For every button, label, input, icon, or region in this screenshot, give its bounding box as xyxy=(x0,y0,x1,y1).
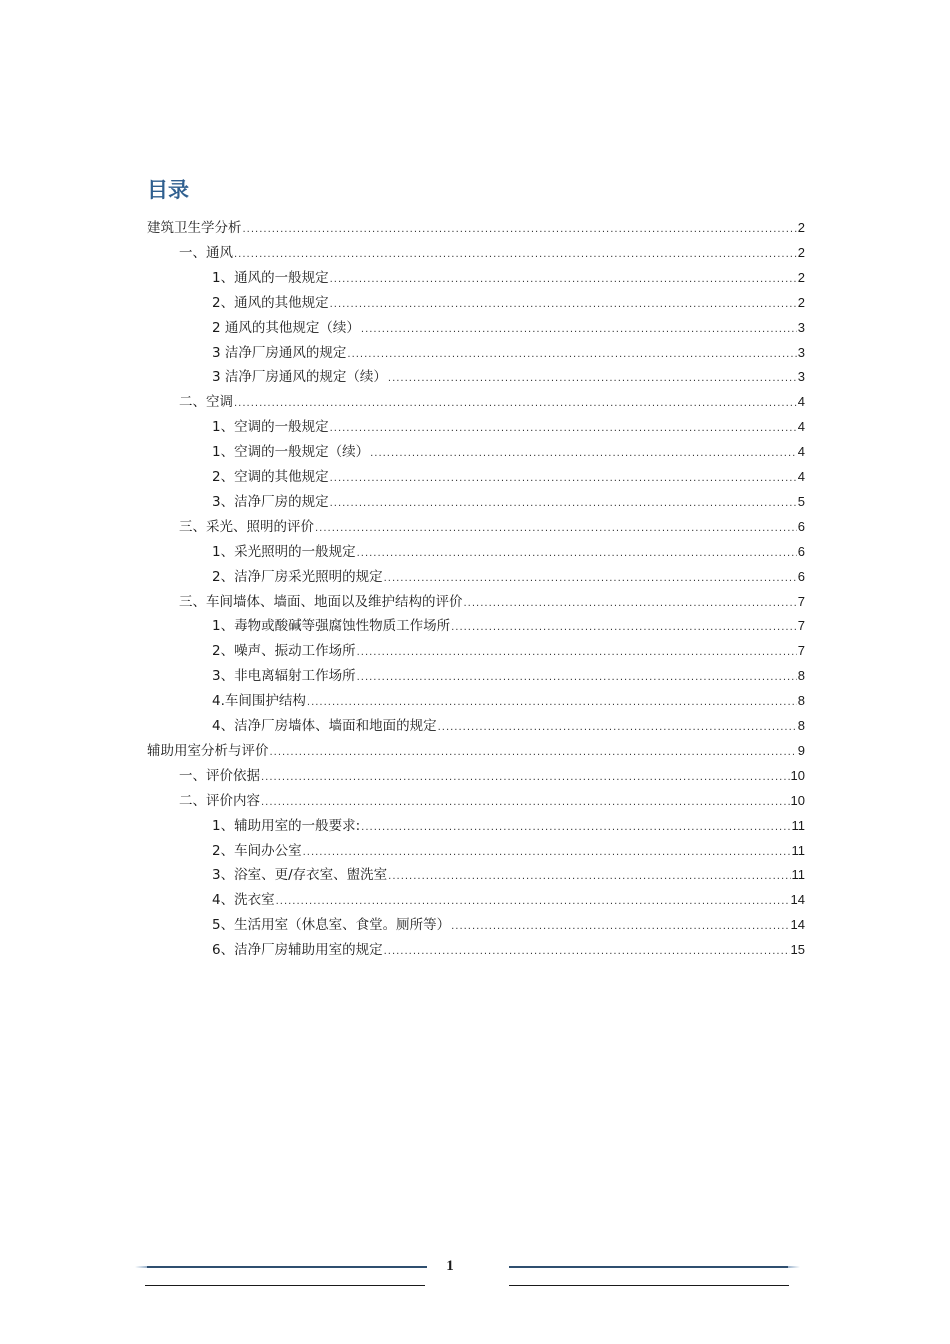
toc-dot-leader xyxy=(270,743,797,763)
toc-dot-leader xyxy=(330,469,797,489)
toc-entry-page-number: 6 xyxy=(797,569,805,584)
toc-dot-leader xyxy=(276,892,790,912)
toc-entry[interactable] xyxy=(212,890,805,910)
toc-entry-title: 毒物或酸碱等强腐蚀性物质工作场所 xyxy=(234,618,451,634)
toc-entry[interactable] xyxy=(212,567,805,587)
toc-entry[interactable] xyxy=(179,392,805,412)
toc-entry[interactable] xyxy=(212,915,805,935)
toc-entry-number: 1、 xyxy=(212,419,235,435)
toc-entry-page-number: 10 xyxy=(790,793,805,808)
footer-rule-left-bottom xyxy=(145,1285,425,1286)
toc-entry-page-number: 3 xyxy=(797,369,805,384)
toc-entry-title: 建筑卫生学分析 xyxy=(147,220,242,236)
footer-rule-right-bottom xyxy=(509,1285,789,1286)
toc-entry-title: 洁净厂房的规定 xyxy=(234,494,329,510)
toc-entry-page-number: 9 xyxy=(797,743,805,758)
toc-entry-number: 3、 xyxy=(212,494,235,510)
toc-entry[interactable] xyxy=(212,865,805,885)
toc-entry[interactable] xyxy=(212,641,805,661)
toc-entry-page-number: 7 xyxy=(797,594,805,609)
toc-dot-leader xyxy=(384,569,797,589)
footer-rule-fade-left xyxy=(135,1266,147,1268)
toc-entry-page-number: 11 xyxy=(791,818,805,833)
toc-entry-title: 4.车间围护结构 xyxy=(212,693,306,709)
toc-entry[interactable] xyxy=(179,592,805,612)
toc-entry-title: 车间墙体、墙面、地面以及维护结构的评价 xyxy=(206,594,463,610)
toc-dot-leader xyxy=(451,618,797,638)
toc-dot-leader xyxy=(330,419,797,439)
toc-entry[interactable] xyxy=(212,940,805,960)
toc-entry-page-number: 11 xyxy=(791,843,805,858)
toc-entry-title: 通风 xyxy=(206,245,233,261)
toc-dot-leader xyxy=(261,768,790,788)
toc-entry-number: 1、 xyxy=(212,618,235,634)
toc-entry[interactable] xyxy=(212,691,805,711)
toc-entry-page-number: 6 xyxy=(797,519,805,534)
toc-dot-leader xyxy=(330,494,797,514)
toc-entry-page-number: 2 xyxy=(797,295,805,310)
toc-entry-page-number: 2 xyxy=(797,220,805,235)
toc-dot-leader xyxy=(388,369,797,389)
toc-entry-page-number: 8 xyxy=(797,718,805,733)
toc-entry-number: 3、 xyxy=(212,867,235,883)
toc-entry-number: 2、 xyxy=(212,643,235,659)
toc-entry[interactable] xyxy=(212,816,805,836)
toc-entry[interactable] xyxy=(212,343,805,363)
toc-dot-leader xyxy=(234,245,797,265)
toc-entry[interactable] xyxy=(212,293,805,313)
toc-entry-number: 1、 xyxy=(212,818,235,834)
toc-entry[interactable] xyxy=(179,791,805,811)
toc-entry[interactable] xyxy=(212,268,805,288)
toc-dot-leader xyxy=(261,793,790,813)
toc-entry-page-number: 8 xyxy=(797,693,805,708)
footer-rule-right-top xyxy=(509,1266,789,1268)
toc-entry-title: 噪声、振动工作场所 xyxy=(234,643,356,659)
toc-entry-number: 3、 xyxy=(212,668,235,684)
toc-entry-title: 2、通风的其他规定 xyxy=(212,295,329,311)
toc-entry-title: 车间办公室 xyxy=(234,843,302,859)
toc-entry[interactable] xyxy=(212,467,805,487)
toc-entry-page-number: 7 xyxy=(797,618,805,633)
toc-entry-page-number: 4 xyxy=(797,394,805,409)
toc-entry-number: 二、 xyxy=(179,793,206,809)
toc-dot-leader xyxy=(330,295,797,315)
toc-entry-page-number: 4 xyxy=(797,419,805,434)
toc-entry-title: 非电离辐射工作场所 xyxy=(234,668,356,684)
toc-entry-number: 二、 xyxy=(179,394,206,410)
toc-entry-title: 浴室、更/存衣室、盥洗室 xyxy=(234,867,388,883)
toc-entry[interactable] xyxy=(179,243,805,263)
toc-entry[interactable] xyxy=(212,442,805,462)
toc-entry-number: 2、 xyxy=(212,843,235,859)
toc-entry-title: 评价内容 xyxy=(206,793,260,809)
toc-entry-page-number: 2 xyxy=(797,270,805,285)
toc-entry-page-number: 2 xyxy=(797,245,805,260)
toc-dot-leader xyxy=(303,843,791,863)
toc-entry-number: 2、 xyxy=(212,469,235,485)
toc-entry[interactable] xyxy=(179,517,805,537)
toc-dot-leader xyxy=(307,693,797,713)
toc-dot-leader xyxy=(357,668,797,688)
toc-entry-page-number: 10 xyxy=(790,768,805,783)
toc-entry-title: 洁净厂房墙体、墙面和地面的规定 xyxy=(234,718,437,734)
toc-entry-page-number: 15 xyxy=(790,942,805,957)
toc-entry-page-number: 14 xyxy=(790,917,805,932)
toc-entry-number: 4、 xyxy=(212,892,235,908)
toc-entry[interactable] xyxy=(212,492,805,512)
toc-entry-page-number: 3 xyxy=(797,320,805,335)
toc-entry-title: 洁净厂房辅助用室的规定 xyxy=(234,942,383,958)
toc-dot-leader xyxy=(384,942,790,962)
toc-entry[interactable] xyxy=(179,766,805,786)
toc-entry-page-number: 6 xyxy=(797,544,805,559)
footer-rule-fade-right xyxy=(788,1266,800,1268)
toc-entry[interactable] xyxy=(212,716,805,736)
toc-entry-title: 生活用室（休息室、食堂。厕所等） xyxy=(234,917,451,933)
toc-entry-title: 1、通风的一般规定 xyxy=(212,270,329,286)
toc-entry[interactable] xyxy=(212,318,805,338)
toc-dot-leader xyxy=(330,270,797,290)
toc-entry[interactable] xyxy=(212,417,805,437)
toc-entry-number: 4、 xyxy=(212,718,235,734)
toc-entry-number: 5、 xyxy=(212,917,235,933)
toc-dot-leader xyxy=(234,394,797,414)
toc-entry-title: 辅助用室分析与评价 xyxy=(147,743,269,759)
toc-dot-leader xyxy=(438,718,797,738)
toc-entry-title: 空调 xyxy=(206,394,233,410)
toc-dot-leader xyxy=(357,544,797,564)
toc-entry-number: 6、 xyxy=(212,942,235,958)
toc-entry-page-number: 14 xyxy=(790,892,805,907)
footer-rule-left-top xyxy=(147,1266,427,1268)
toc-dot-leader xyxy=(388,867,790,887)
toc-entry-title: 3 洁净厂房通风的规定 xyxy=(212,345,347,361)
toc-entry-number: 一、 xyxy=(179,768,206,784)
toc-entry[interactable] xyxy=(212,841,805,861)
toc-entry-title: 空调的一般规定 xyxy=(234,419,329,435)
toc-entry[interactable] xyxy=(212,616,805,636)
toc-dot-leader xyxy=(361,818,790,838)
toc-dot-leader xyxy=(243,220,797,240)
toc-dot-leader xyxy=(357,643,797,663)
page-number: 1 xyxy=(446,1258,454,1274)
toc-entry-title: 辅助用室的一般要求: xyxy=(234,818,361,834)
toc-entry-page-number: 8 xyxy=(797,668,805,683)
toc-entry[interactable] xyxy=(212,666,805,686)
toc-entry-title: 空调的一般规定（续） xyxy=(234,444,370,460)
toc-entry-page-number: 11 xyxy=(791,867,805,882)
toc-dot-leader xyxy=(315,519,797,539)
toc-entry-page-number: 4 xyxy=(797,444,805,459)
toc-entry-number: 一、 xyxy=(179,245,206,261)
toc-entry-page-number: 4 xyxy=(797,469,805,484)
toc-entry-number: 2、 xyxy=(212,569,235,585)
toc-entry-title: 采光照明的一般规定 xyxy=(234,544,356,560)
toc-entry-page-number: 5 xyxy=(797,494,805,509)
toc-entry[interactable] xyxy=(212,367,805,387)
toc-dot-leader xyxy=(347,345,796,365)
toc-title: 目录 xyxy=(147,178,189,202)
toc-entry-title: 洁净厂房采光照明的规定 xyxy=(234,569,383,585)
toc-entry[interactable] xyxy=(147,218,805,238)
toc-entry-title: 3 洁净厂房通风的规定（续） xyxy=(212,369,387,385)
toc-entry-number: 三、 xyxy=(179,594,206,610)
toc-entry-number: 1、 xyxy=(212,544,235,560)
toc-entry-title: 洗衣室 xyxy=(234,892,275,908)
toc-entry-title: 评价依据 xyxy=(206,768,260,784)
toc-entry[interactable] xyxy=(147,741,805,761)
toc-dot-leader xyxy=(464,594,797,614)
toc-dot-leader xyxy=(361,320,797,340)
toc-entry-title: 三、采光、照明的评价 xyxy=(179,519,314,535)
toc-entry[interactable] xyxy=(212,542,805,562)
toc-entry-title: 2 通风的其他规定（续） xyxy=(212,320,360,336)
toc-dot-leader xyxy=(451,917,789,937)
toc-entry-page-number: 7 xyxy=(797,643,805,658)
toc-dot-leader xyxy=(370,444,797,464)
toc-entry-page-number: 3 xyxy=(797,345,805,360)
toc-entry-title: 空调的其他规定 xyxy=(234,469,329,485)
toc-entry-number: 1、 xyxy=(212,444,235,460)
